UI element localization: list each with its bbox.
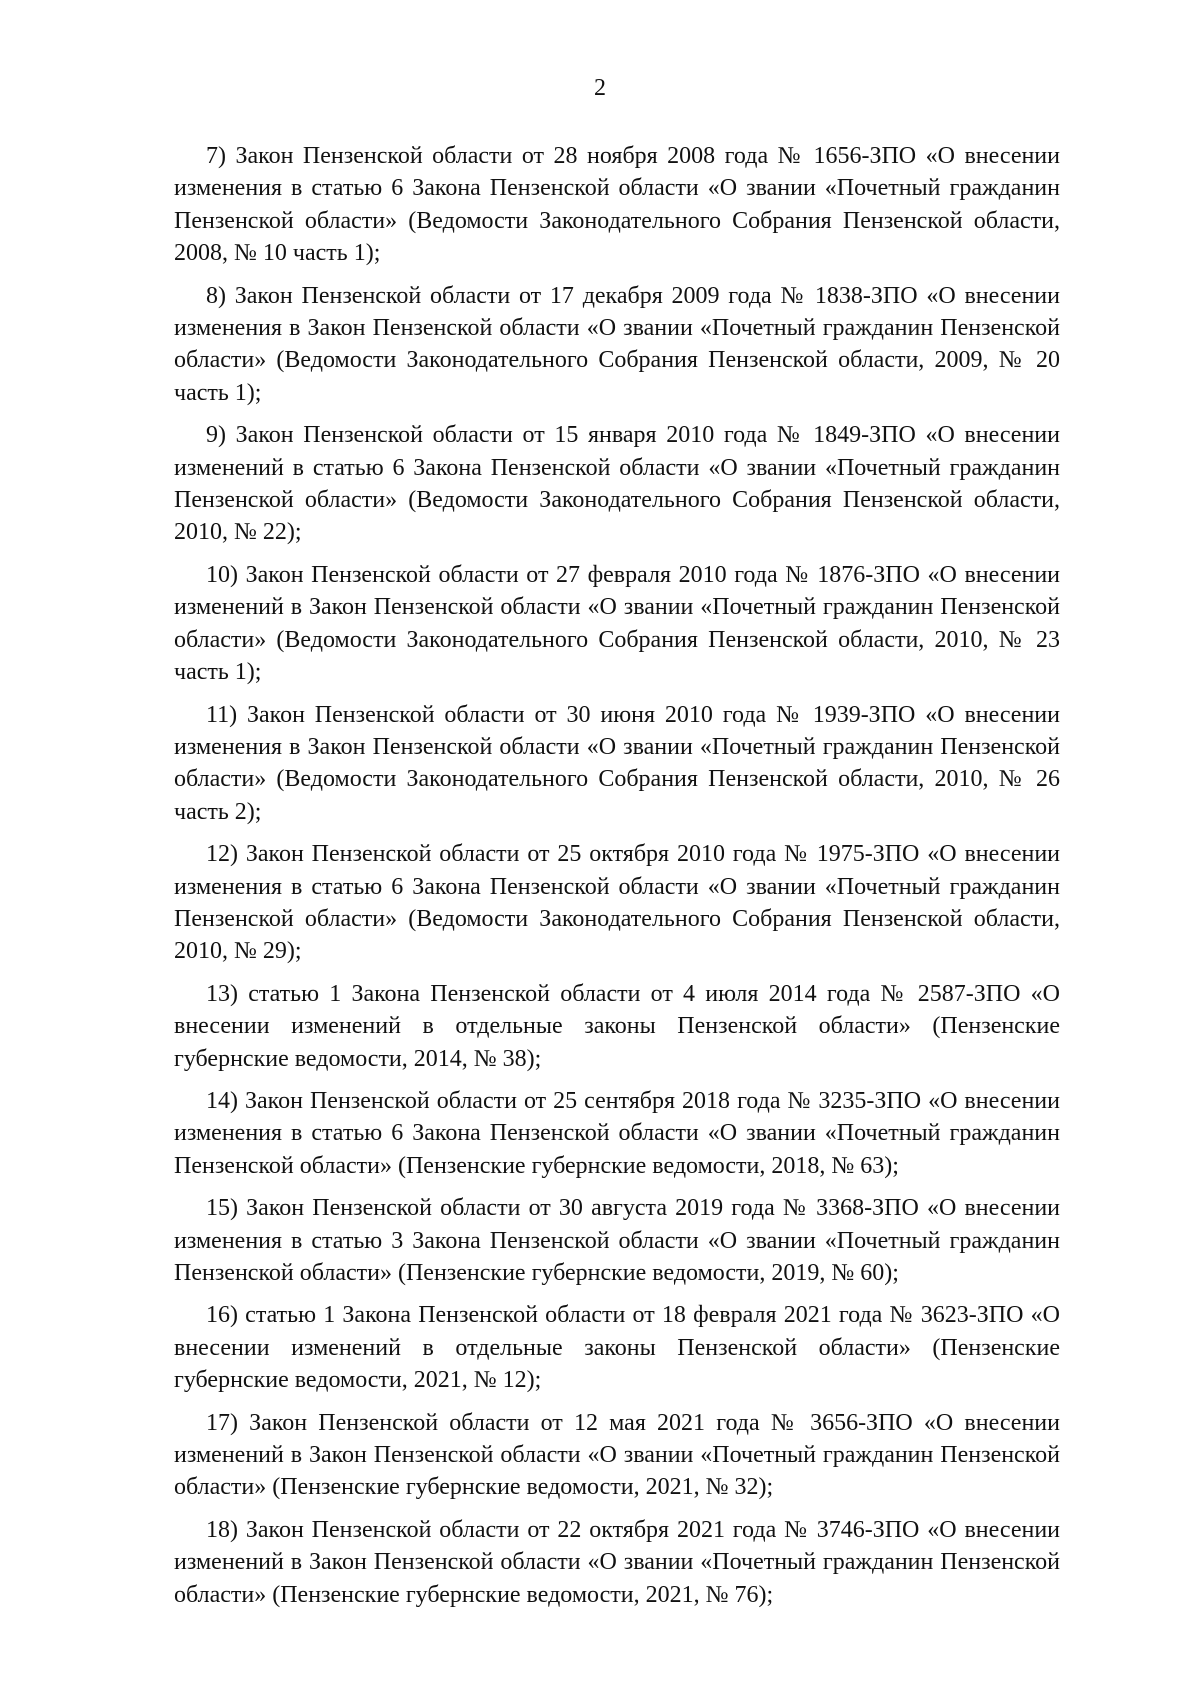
- list-item: 17) Закон Пензенской области от 12 мая 2021 года № 3656-ЗПО «О внесении изменений в Закон Пензенской области «О звании «Почетный гражданин Пензенской области» (Пензенские губернские ведомости, 2021, № 32);: [174, 1409, 1060, 1501]
- law-list: [174, 140, 1060, 1621]
- page-number: 2: [594, 75, 606, 101]
- list-item: 16) статью 1 Закона Пензенской области от 18 февраля 2021 года № 3623-ЗПО «О внесении изменений в отдельные законы Пензенской области» (Пензенские губернские ведомости, 2021, № 12);: [174, 1302, 1060, 1394]
- list-item: 14) Закон Пензенской области от 25 сентября 2018 года № 3235-ЗПО «О внесении изменения в статью 6 Закона Пензенской области «О звании «Почетный гражданин Пензенской области» (Пензенские губернские ведомости, 2018, № 63);: [174, 1087, 1060, 1179]
- list-item: 15) Закон Пензенской области от 30 августа 2019 года № 3368-ЗПО «О внесении изменения в статью 3 Закона Пензенской области «О звании «Почетный гражданин Пензенской области» (Пензенские губернские ведомости, 2019, № 60);: [174, 1195, 1060, 1286]
- list-item: 7) Закон Пензенской области от 28 ноября 2008 года № 1656-ЗПО «О внесении изменения в статью 6 Закона Пензенской области «О звании «Почетный гражданин Пензенской области» (Ведомости Законодательного Собрания Пензенской области, 2008, № 10 часть 1);: [174, 143, 1060, 267]
- list-item: 11) Закон Пензенской области от 30 июня 2010 года № 1939-ЗПО «О внесении изменения в Закон Пензенской области «О звании «Почетный гражданин Пензенской области» (Ведомости Законодательного Собрания Пензенской области, 2010, № 26 часть 2);: [174, 701, 1060, 825]
- list-item: 8) Закон Пензенской области от 17 декабря 2009 года № 1838-ЗПО «О внесении изменения в Закон Пензенской области «О звании «Почетный гражданин Пензенской области» (Ведомости Законодательного Собрания Пензенской области, 2009, № 20 часть 1);: [174, 282, 1060, 406]
- list-item: 10) Закон Пензенской области от 27 февраля 2010 года № 1876-ЗПО «О внесении изменений в Закон Пензенской области «О звании «Почетный гражданин Пензенской области» (Ведомости Законодательного Собрания Пензенской области, 2010, № 23 часть 1);: [174, 561, 1060, 686]
- list-item: 18) Закон Пензенской области от 22 октября 2021 года № 3746-ЗПО «О внесении изменений в Закон Пензенской области «О звании «Почетный гражданин Пензенской области» (Пензенские губернские ведомости, 2021, № 76);: [174, 1516, 1060, 1608]
- list-item: 12) Закон Пензенской области от 25 октября 2010 года № 1975-ЗПО «О внесении изменения в статью 6 Закона Пензенской области «О звании «Почетный гражданин Пензенской области» (Ведомости Законодательного Собрания Пензенской области, 2010, № 29);: [174, 841, 1060, 965]
- list-item: 13) статью 1 Закона Пензенской области от 4 июля 2014 года № 2587-ЗПО «О внесении изменений в отдельные законы Пензенской области» (Пензенские губернские ведомости, 2014, № 38);: [174, 980, 1060, 1072]
- list-item: 9) Закон Пензенской области от 15 января 2010 года № 1849-ЗПО «О внесении изменений в статью 6 Закона Пензенской области «О звании «Почетный гражданин Пензенской области» (Ведомости Законодательного Собрания Пензенской области, 2010, № 22);: [174, 422, 1060, 546]
